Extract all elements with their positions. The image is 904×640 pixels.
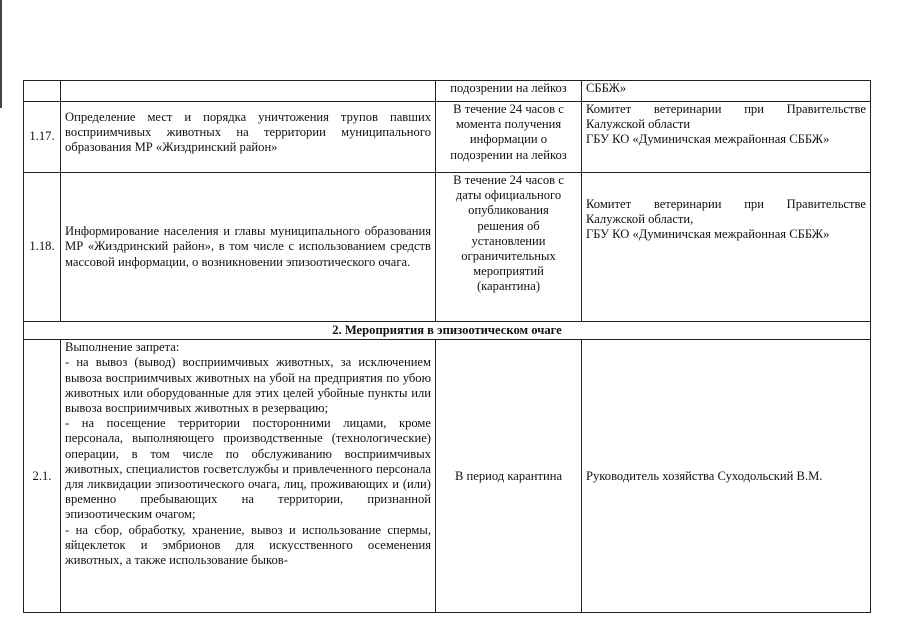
section-row bbox=[24, 322, 871, 340]
responsible-cell bbox=[582, 81, 871, 102]
deadline-line: ограничительных bbox=[461, 249, 556, 264]
table-row bbox=[24, 173, 871, 322]
deadline-line: В течение 24 часов с bbox=[453, 102, 564, 116]
responsible-line: ГБУ КО «Думиничская межрайонная СББЖ» bbox=[586, 227, 830, 242]
deadline-line: момента получения bbox=[455, 117, 562, 132]
row-number: 1.17. bbox=[24, 102, 61, 173]
responsible-cell bbox=[582, 173, 871, 322]
deadline-line: мероприятий bbox=[473, 264, 544, 279]
measures-table bbox=[23, 80, 871, 613]
action-text: Определение мест и порядка уничтожения трупов павших восприимчивых животных на территории муниципального образования МР «Жиздринский район» bbox=[65, 110, 431, 155]
responsible-line: СББЖ» bbox=[586, 81, 627, 95]
action-text: - на сбор, обработку, хранение, вывоз и использование спермы, яйцеклеток и эмбрионов для искусственного осеменения животных, а также использование быков- bbox=[65, 522, 431, 568]
responsible-line: ГБУ КО «Думиничская межрайонная СББЖ» bbox=[586, 132, 830, 147]
responsible-cell: Руководитель хозяйства Суходольский В.М. bbox=[582, 340, 871, 613]
deadline-line: опубликования bbox=[468, 203, 549, 218]
page-edge-line bbox=[0, 0, 2, 108]
row-number bbox=[24, 81, 61, 102]
deadline-line: даты официального bbox=[455, 188, 562, 203]
table-row bbox=[24, 102, 871, 173]
action-text: - на вывоз (вывод) восприимчивых животных, за исключением вывоза восприимчивых животных на убой на предприятия по убою животных или оборудованные для этих целей убойные пункты или вывоза восприимчивых животных в резервацию; bbox=[65, 355, 431, 416]
deadline-cell bbox=[436, 102, 582, 173]
deadline-line: информации о bbox=[469, 132, 548, 147]
responsible-cell bbox=[582, 102, 871, 173]
row-number: 2.1. bbox=[24, 340, 61, 613]
responsible-line: Комитет ветеринарии при Правительстве Калужской области, bbox=[586, 197, 866, 227]
table-row bbox=[24, 81, 871, 102]
deadline-line: подозрении на лейкоз bbox=[450, 147, 567, 162]
action-text: Информирование населения и главы муниципального образования МР «Жиздринский район», в том числе с использованием средств массовой информации, о возникновении эпизоотического очага. bbox=[65, 224, 431, 269]
table-row bbox=[24, 340, 871, 613]
row-number: 1.18. bbox=[24, 173, 61, 322]
action-cell bbox=[61, 340, 436, 613]
deadline-cell: В период карантина bbox=[436, 340, 582, 613]
deadline-line: решения об bbox=[477, 218, 540, 233]
section-heading: 2. Мероприятия в эпизоотическом очаге bbox=[24, 322, 871, 340]
deadline-line: В течение 24 часов с bbox=[453, 173, 564, 187]
deadline-line: (карантина) bbox=[476, 279, 541, 294]
action-cell bbox=[61, 102, 436, 173]
action-cell bbox=[61, 81, 436, 102]
deadline-cell bbox=[436, 173, 582, 322]
deadline-line: установлении bbox=[471, 233, 546, 248]
responsible-line: Комитет ветеринарии при Правительстве Калужской области bbox=[586, 102, 866, 132]
deadline-cell bbox=[436, 81, 582, 102]
action-cell bbox=[61, 173, 436, 322]
deadline-line: подозрении на лейкоз bbox=[450, 81, 567, 95]
action-text: - на посещение территории посторонними лицами, кроме персонала, выполняющего производственные (технологические) операции, в том числе по обслуживанию восприимчивых животных, специалистов госветслужбы и привлеченного персонала для ликвидации эпизоотического очага, лиц, проживающих и (или) временно пребывающих на территории, признанной эпизоотическим очагом; bbox=[65, 416, 431, 522]
action-text: Выполнение запрета: bbox=[65, 340, 180, 355]
